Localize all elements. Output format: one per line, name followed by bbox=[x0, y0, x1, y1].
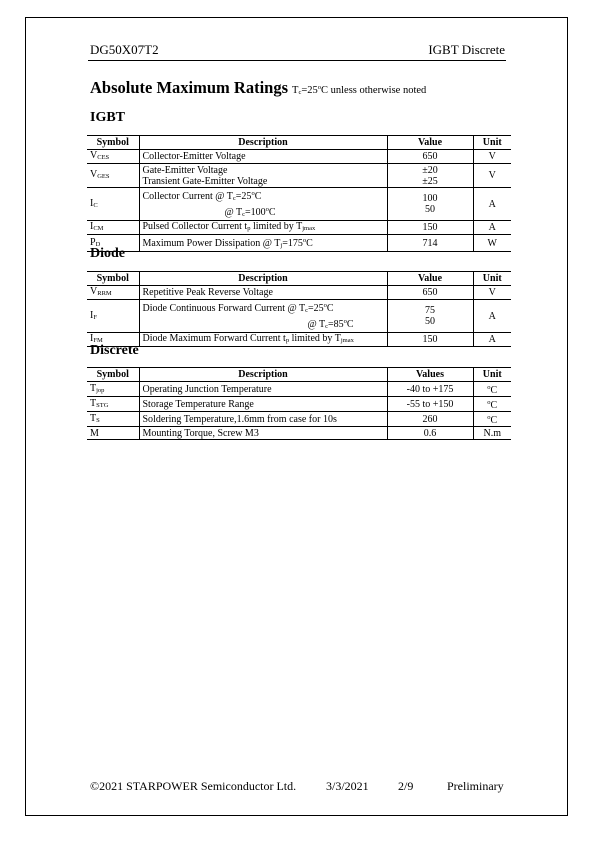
igbt-table bbox=[87, 135, 511, 252]
title-condition: $Tc=25^oC$ unless otherwise noted bbox=[292, 84, 427, 96]
col-description: Description bbox=[139, 272, 387, 286]
value-cell: -55 to +150 bbox=[387, 397, 473, 412]
footer-status: Preliminary bbox=[447, 779, 504, 793]
col-values: Values bbox=[387, 368, 473, 382]
description-cell: Gate-Emitter Voltage Transient Gate-Emitter Voltage bbox=[139, 164, 387, 188]
section-igbt: IGBT bbox=[90, 110, 126, 125]
title-main: Absolute Maximum Ratings bbox=[90, 78, 289, 97]
description-cell: Collector-Emitter Voltage bbox=[139, 150, 387, 164]
table-row bbox=[87, 188, 511, 221]
description-cell: Diode Maximum Forward Current tp limited by Tjmax bbox=[139, 333, 387, 347]
header-rule bbox=[88, 60, 506, 61]
table-row bbox=[87, 333, 511, 347]
product-category: IGBT Discrete bbox=[428, 42, 505, 57]
value-cell: 150 bbox=[387, 221, 473, 235]
col-value: Value bbox=[387, 272, 473, 286]
col-value: Value bbox=[387, 136, 473, 150]
col-symbol: Symbol bbox=[87, 136, 139, 150]
section-discrete: Discrete bbox=[90, 343, 139, 358]
section-diode: Diode bbox=[90, 246, 125, 261]
unit-cell: A bbox=[473, 188, 511, 221]
value-cell: 0.6 bbox=[387, 427, 473, 440]
value-cell: 714 bbox=[387, 235, 473, 252]
value-cell: 150 bbox=[387, 333, 473, 347]
symbol-cell: TS bbox=[87, 412, 139, 427]
value-cell: 75 50 bbox=[387, 300, 473, 333]
symbol-cell: IFM bbox=[87, 333, 139, 347]
col-unit: Unit bbox=[473, 272, 511, 286]
unit-cell: $^o$C bbox=[473, 397, 511, 412]
col-unit: Unit bbox=[473, 368, 511, 382]
table-header-row bbox=[87, 136, 511, 150]
description-cell: Maximum Power Dissipation @ $Tj=175^oC$ bbox=[139, 235, 387, 252]
unit-cell: V bbox=[473, 286, 511, 300]
diode-table bbox=[87, 271, 511, 347]
table-row bbox=[87, 300, 511, 333]
symbol-cell: VRRM bbox=[87, 286, 139, 300]
description-cell: Diode Continuous Forward Current @ $Tc=25^oC$ @ $Tc=85^oC$ bbox=[139, 300, 387, 333]
unit-cell: $^o$C bbox=[473, 382, 511, 397]
col-symbol: Symbol bbox=[87, 272, 139, 286]
value-cell: ±20 ±25 bbox=[387, 164, 473, 188]
value-cell: -40 to +175 bbox=[387, 382, 473, 397]
col-symbol: Symbol bbox=[87, 368, 139, 382]
col-unit: Unit bbox=[473, 136, 511, 150]
symbol-cell: VCES bbox=[87, 150, 139, 164]
symbol-cell: IC bbox=[87, 188, 139, 221]
symbol-cell: M bbox=[87, 427, 139, 440]
footer-date: 3/3/2021 bbox=[326, 779, 369, 793]
value-cell: 650 bbox=[387, 150, 473, 164]
unit-cell: V bbox=[473, 164, 511, 188]
symbol-cell: Tjop bbox=[87, 382, 139, 397]
footer-page-number: 2/9 bbox=[398, 779, 414, 793]
table-header-row bbox=[87, 272, 511, 286]
table-row bbox=[87, 427, 511, 440]
symbol-cell: IF bbox=[87, 300, 139, 333]
symbol-cell: ICM bbox=[87, 221, 139, 235]
description-cell: Pulsed Collector Current tp limited by Tjmax bbox=[139, 221, 387, 235]
col-description: Description bbox=[139, 368, 387, 382]
page-title bbox=[90, 78, 426, 98]
value-cell: 260 bbox=[387, 412, 473, 427]
symbol-cell: PD bbox=[87, 235, 139, 252]
unit-cell: V bbox=[473, 150, 511, 164]
unit-cell: N.m bbox=[473, 427, 511, 440]
description-cell: Mounting Torque, Screw M3 bbox=[139, 427, 387, 440]
part-number: DG50X07T2 bbox=[90, 42, 159, 57]
table-row bbox=[87, 235, 511, 252]
table-header-row bbox=[87, 368, 511, 382]
description-cell: Operating Junction Temperature bbox=[139, 382, 387, 397]
table-row bbox=[87, 412, 511, 427]
description-cell: Collector Current @ $Tc=25^oC$ @ $Tc=100^oC$ bbox=[139, 188, 387, 221]
value-cell: 650 bbox=[387, 286, 473, 300]
footer-copyright: ©2021 STARPOWER Semiconductor Ltd. bbox=[90, 779, 297, 793]
unit-cell: $^o$C bbox=[473, 412, 511, 427]
table-row bbox=[87, 397, 511, 412]
table-row bbox=[87, 382, 511, 397]
table-row bbox=[87, 221, 511, 235]
symbol-cell: VGES bbox=[87, 164, 139, 188]
unit-cell: A bbox=[473, 333, 511, 347]
col-description: Description bbox=[139, 136, 387, 150]
unit-cell: A bbox=[473, 300, 511, 333]
unit-cell: A bbox=[473, 221, 511, 235]
description-cell: Soldering Temperature,1.6mm from case for 10s bbox=[139, 412, 387, 427]
table-row bbox=[87, 286, 511, 300]
discrete-table bbox=[87, 367, 511, 440]
value-cell: 100 50 bbox=[387, 188, 473, 221]
description-cell: Storage Temperature Range bbox=[139, 397, 387, 412]
table-row bbox=[87, 150, 511, 164]
symbol-cell: TSTG bbox=[87, 397, 139, 412]
description-cell: Repetitive Peak Reverse Voltage bbox=[139, 286, 387, 300]
table-row bbox=[87, 164, 511, 188]
unit-cell: W bbox=[473, 235, 511, 252]
